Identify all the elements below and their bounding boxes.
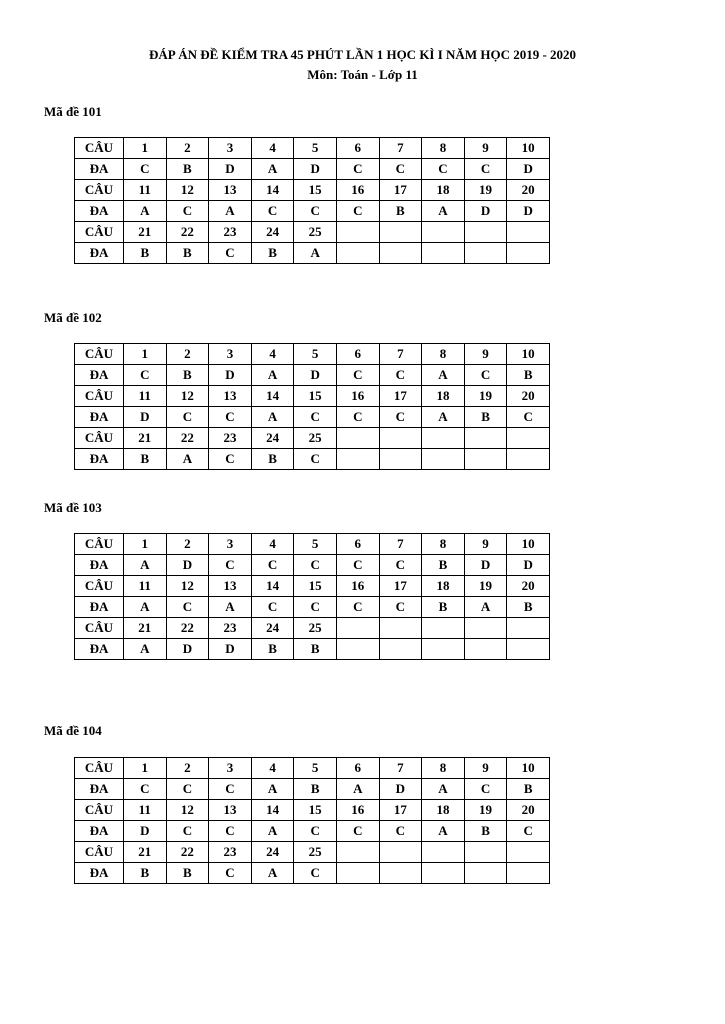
answer-cell: C: [379, 597, 422, 618]
question-number-cell: 1: [124, 138, 167, 159]
answer-cell: C: [464, 159, 507, 180]
answer-table: [74, 137, 550, 264]
answer-row: [75, 407, 550, 428]
question-number-cell: 10: [507, 344, 550, 365]
question-number-cell: 24: [251, 842, 294, 863]
question-number-cell: [422, 842, 465, 863]
answer-cell: C: [507, 407, 550, 428]
question-number-row: [75, 758, 550, 779]
answer-cell: D: [294, 159, 337, 180]
answer-cell: [464, 639, 507, 660]
question-number-cell: 9: [464, 758, 507, 779]
question-number-cell: 4: [251, 344, 294, 365]
question-number-cell: 13: [209, 180, 252, 201]
question-number-row: [75, 618, 550, 639]
question-number-cell: 16: [336, 180, 379, 201]
answer-cell: A: [422, 201, 465, 222]
answer-cell: [422, 863, 465, 884]
question-number-cell: 6: [336, 344, 379, 365]
answer-cell: C: [294, 821, 337, 842]
question-number-cell: [507, 428, 550, 449]
row-header-cell: CÂU: [75, 138, 124, 159]
answer-cell: B: [166, 863, 209, 884]
answer-cell: C: [336, 597, 379, 618]
row-header-cell: CÂU: [75, 428, 124, 449]
question-number-cell: [336, 222, 379, 243]
answer-cell: [507, 449, 550, 470]
question-number-cell: [422, 428, 465, 449]
answer-cell: [422, 639, 465, 660]
question-number-cell: 13: [209, 800, 252, 821]
answer-row: [75, 597, 550, 618]
question-number-cell: 3: [209, 344, 252, 365]
question-number-cell: 3: [209, 534, 252, 555]
answer-cell: D: [124, 407, 167, 428]
answer-row: [75, 159, 550, 180]
question-number-cell: 4: [251, 138, 294, 159]
answer-cell: A: [422, 365, 465, 386]
question-number-cell: 12: [166, 386, 209, 407]
answer-cell: [336, 863, 379, 884]
exam-code-label: Mã đề 103: [44, 500, 102, 515]
answer-cell: B: [294, 639, 337, 660]
answer-cell: C: [294, 863, 337, 884]
page-title: ĐÁP ÁN ĐỀ KIỂM TRA 45 PHÚT LẦN 1 HỌC KÌ I NĂM HỌC 2019 - 2020: [148, 47, 577, 62]
answer-cell: C: [209, 863, 252, 884]
answer-cell: C: [379, 159, 422, 180]
row-header-cell: ĐA: [75, 243, 124, 264]
question-number-cell: 8: [422, 534, 465, 555]
answer-cell: C: [166, 597, 209, 618]
answer-cell: B: [124, 863, 167, 884]
answer-cell: D: [507, 555, 550, 576]
answer-cell: C: [294, 201, 337, 222]
question-number-cell: 25: [294, 428, 337, 449]
question-number-cell: 18: [422, 386, 465, 407]
answer-cell: [507, 243, 550, 264]
row-header-cell: CÂU: [75, 386, 124, 407]
question-number-cell: 12: [166, 800, 209, 821]
answer-cell: A: [336, 779, 379, 800]
question-number-cell: 8: [422, 758, 465, 779]
question-number-cell: 11: [124, 576, 167, 597]
question-number-cell: 25: [294, 222, 337, 243]
answer-row: [75, 821, 550, 842]
answer-cell: B: [507, 365, 550, 386]
answer-cell: [336, 449, 379, 470]
question-number-cell: 23: [209, 842, 252, 863]
answer-cell: [379, 863, 422, 884]
answer-cell: A: [422, 779, 465, 800]
question-number-cell: [336, 428, 379, 449]
question-number-cell: 19: [464, 800, 507, 821]
answer-cell: [507, 863, 550, 884]
question-number-cell: 14: [251, 800, 294, 821]
question-number-row: [75, 138, 550, 159]
question-number-cell: 9: [464, 138, 507, 159]
question-number-cell: 16: [336, 800, 379, 821]
answer-cell: C: [166, 821, 209, 842]
question-number-cell: [336, 618, 379, 639]
question-number-cell: 5: [294, 344, 337, 365]
question-number-cell: [336, 842, 379, 863]
row-header-cell: CÂU: [75, 576, 124, 597]
question-number-cell: 16: [336, 386, 379, 407]
question-number-cell: 17: [379, 576, 422, 597]
answer-cell: D: [209, 159, 252, 180]
question-number-row: [75, 222, 550, 243]
answer-cell: D: [507, 201, 550, 222]
row-header-cell: ĐA: [75, 597, 124, 618]
question-number-cell: 6: [336, 138, 379, 159]
row-header-cell: CÂU: [75, 534, 124, 555]
question-number-cell: 7: [379, 758, 422, 779]
answer-cell: B: [507, 779, 550, 800]
question-number-cell: 5: [294, 138, 337, 159]
row-header-cell: ĐA: [75, 779, 124, 800]
answer-cell: C: [166, 779, 209, 800]
answer-cell: B: [422, 597, 465, 618]
question-number-cell: 18: [422, 180, 465, 201]
question-number-cell: 9: [464, 344, 507, 365]
question-number-cell: 5: [294, 534, 337, 555]
question-number-cell: 20: [507, 576, 550, 597]
answer-cell: A: [251, 779, 294, 800]
answer-table: [74, 343, 550, 470]
question-number-cell: 23: [209, 618, 252, 639]
row-header-cell: ĐA: [75, 407, 124, 428]
answer-cell: [422, 449, 465, 470]
question-number-cell: [464, 428, 507, 449]
answer-cell: D: [209, 365, 252, 386]
answer-cell: B: [422, 555, 465, 576]
question-number-cell: 21: [124, 618, 167, 639]
answer-cell: C: [209, 407, 252, 428]
row-header-cell: ĐA: [75, 365, 124, 386]
question-number-cell: 18: [422, 576, 465, 597]
question-number-cell: 22: [166, 618, 209, 639]
question-number-cell: 11: [124, 180, 167, 201]
answer-cell: [422, 243, 465, 264]
answer-cell: [336, 639, 379, 660]
question-number-cell: 6: [336, 758, 379, 779]
answer-cell: [379, 449, 422, 470]
answer-cell: B: [124, 449, 167, 470]
question-number-cell: 24: [251, 222, 294, 243]
answer-cell: A: [124, 639, 167, 660]
question-number-row: [75, 180, 550, 201]
answer-cell: A: [124, 555, 167, 576]
row-header-cell: ĐA: [75, 863, 124, 884]
row-header-cell: CÂU: [75, 344, 124, 365]
answer-cell: C: [209, 821, 252, 842]
answer-row: [75, 555, 550, 576]
question-number-cell: 5: [294, 758, 337, 779]
answer-cell: [464, 449, 507, 470]
answer-cell: C: [166, 201, 209, 222]
answer-cell: [507, 639, 550, 660]
row-header-cell: ĐA: [75, 821, 124, 842]
question-number-cell: [379, 222, 422, 243]
answer-cell: [379, 639, 422, 660]
question-number-row: [75, 576, 550, 597]
answer-cell: A: [209, 201, 252, 222]
answer-cell: D: [209, 639, 252, 660]
question-number-cell: 2: [166, 534, 209, 555]
answer-cell: D: [464, 201, 507, 222]
answer-cell: D: [507, 159, 550, 180]
question-number-cell: 12: [166, 576, 209, 597]
question-number-cell: 14: [251, 576, 294, 597]
answer-cell: B: [166, 365, 209, 386]
question-number-cell: 25: [294, 842, 337, 863]
question-number-cell: 24: [251, 618, 294, 639]
question-number-cell: 8: [422, 138, 465, 159]
answer-cell: C: [336, 201, 379, 222]
exam-code-label: Mã đề 101: [44, 104, 102, 119]
question-number-cell: 2: [166, 138, 209, 159]
row-header-cell: ĐA: [75, 449, 124, 470]
answer-cell: C: [294, 555, 337, 576]
row-header-cell: ĐA: [75, 159, 124, 180]
question-number-cell: 1: [124, 344, 167, 365]
question-number-cell: 7: [379, 138, 422, 159]
answer-cell: C: [336, 821, 379, 842]
answer-table: [74, 757, 550, 884]
page-subtitle: Môn: Toán - Lớp 11: [307, 67, 418, 82]
answer-cell: C: [294, 597, 337, 618]
answer-cell: A: [124, 597, 167, 618]
question-number-cell: 4: [251, 534, 294, 555]
answer-cell: D: [166, 639, 209, 660]
answer-cell: D: [166, 555, 209, 576]
answer-cell: A: [251, 365, 294, 386]
answer-cell: B: [294, 779, 337, 800]
question-number-cell: [507, 618, 550, 639]
answer-cell: B: [379, 201, 422, 222]
answer-cell: B: [251, 449, 294, 470]
question-number-cell: 19: [464, 180, 507, 201]
question-number-cell: 10: [507, 534, 550, 555]
answer-row: [75, 243, 550, 264]
question-number-cell: 3: [209, 138, 252, 159]
question-number-cell: 17: [379, 386, 422, 407]
question-number-row: [75, 842, 550, 863]
exam-code-label: Mã đề 102: [44, 310, 102, 325]
answer-row: [75, 201, 550, 222]
answer-cell: A: [166, 449, 209, 470]
answer-cell: B: [124, 243, 167, 264]
question-number-cell: 16: [336, 576, 379, 597]
answer-cell: C: [464, 779, 507, 800]
answer-cell: A: [422, 407, 465, 428]
answer-cell: D: [379, 779, 422, 800]
answer-cell: B: [251, 243, 294, 264]
answer-cell: B: [464, 407, 507, 428]
answer-cell: C: [422, 159, 465, 180]
answer-cell: C: [209, 449, 252, 470]
question-number-cell: 23: [209, 222, 252, 243]
answer-cell: A: [294, 243, 337, 264]
question-number-cell: 3: [209, 758, 252, 779]
answer-cell: B: [166, 159, 209, 180]
answer-cell: C: [336, 159, 379, 180]
answer-cell: C: [379, 365, 422, 386]
answer-cell: B: [464, 821, 507, 842]
question-number-cell: 4: [251, 758, 294, 779]
answer-cell: A: [464, 597, 507, 618]
question-number-cell: 19: [464, 576, 507, 597]
question-number-cell: [422, 618, 465, 639]
answer-cell: B: [166, 243, 209, 264]
question-number-cell: [379, 842, 422, 863]
question-number-cell: 21: [124, 222, 167, 243]
question-number-cell: 14: [251, 386, 294, 407]
question-number-cell: 17: [379, 180, 422, 201]
answer-row: [75, 779, 550, 800]
question-number-row: [75, 386, 550, 407]
row-header-cell: CÂU: [75, 800, 124, 821]
question-number-cell: 10: [507, 758, 550, 779]
question-number-row: [75, 800, 550, 821]
answer-cell: A: [251, 159, 294, 180]
question-number-cell: 20: [507, 180, 550, 201]
question-number-cell: 7: [379, 344, 422, 365]
question-number-cell: [379, 618, 422, 639]
question-number-cell: 1: [124, 534, 167, 555]
row-header-cell: CÂU: [75, 618, 124, 639]
question-number-cell: 22: [166, 842, 209, 863]
question-number-cell: 21: [124, 842, 167, 863]
question-number-cell: 9: [464, 534, 507, 555]
answer-cell: C: [209, 555, 252, 576]
row-header-cell: ĐA: [75, 639, 124, 660]
row-header-cell: ĐA: [75, 555, 124, 576]
question-number-row: [75, 534, 550, 555]
question-number-cell: 20: [507, 800, 550, 821]
answer-cell: C: [209, 779, 252, 800]
answer-cell: C: [166, 407, 209, 428]
question-number-cell: [379, 428, 422, 449]
question-number-cell: 11: [124, 386, 167, 407]
answer-cell: A: [124, 201, 167, 222]
answer-cell: C: [379, 821, 422, 842]
answer-cell: C: [209, 243, 252, 264]
answer-cell: C: [464, 365, 507, 386]
answer-cell: C: [336, 407, 379, 428]
question-number-cell: 24: [251, 428, 294, 449]
answer-cell: C: [124, 779, 167, 800]
answer-row: [75, 449, 550, 470]
question-number-cell: 14: [251, 180, 294, 201]
question-number-cell: 7: [379, 534, 422, 555]
answer-row: [75, 365, 550, 386]
answer-cell: A: [251, 407, 294, 428]
answer-cell: A: [251, 863, 294, 884]
row-header-cell: CÂU: [75, 180, 124, 201]
question-number-cell: 23: [209, 428, 252, 449]
row-header-cell: CÂU: [75, 222, 124, 243]
answer-cell: C: [294, 407, 337, 428]
question-number-cell: [507, 222, 550, 243]
question-number-cell: 11: [124, 800, 167, 821]
answer-cell: B: [507, 597, 550, 618]
question-number-cell: 21: [124, 428, 167, 449]
answer-cell: C: [379, 555, 422, 576]
question-number-cell: 19: [464, 386, 507, 407]
question-number-cell: 15: [294, 180, 337, 201]
question-number-cell: [464, 222, 507, 243]
answer-cell: [464, 863, 507, 884]
question-number-cell: 15: [294, 576, 337, 597]
question-number-cell: 2: [166, 758, 209, 779]
answer-cell: C: [251, 555, 294, 576]
question-number-cell: [464, 618, 507, 639]
question-number-cell: 18: [422, 800, 465, 821]
answer-cell: C: [294, 449, 337, 470]
question-number-cell: 15: [294, 386, 337, 407]
question-number-cell: 15: [294, 800, 337, 821]
question-number-cell: 2: [166, 344, 209, 365]
question-number-row: [75, 344, 550, 365]
question-number-cell: 17: [379, 800, 422, 821]
answer-table: [74, 533, 550, 660]
answer-cell: C: [336, 555, 379, 576]
answer-cell: [336, 243, 379, 264]
question-number-cell: [422, 222, 465, 243]
question-number-cell: 20: [507, 386, 550, 407]
answer-cell: C: [251, 201, 294, 222]
row-header-cell: ĐA: [75, 201, 124, 222]
row-header-cell: CÂU: [75, 842, 124, 863]
answer-cell: D: [464, 555, 507, 576]
question-number-cell: 22: [166, 428, 209, 449]
answer-cell: A: [422, 821, 465, 842]
question-number-cell: 25: [294, 618, 337, 639]
answer-cell: D: [124, 821, 167, 842]
question-number-cell: 12: [166, 180, 209, 201]
answer-cell: C: [379, 407, 422, 428]
question-number-cell: 22: [166, 222, 209, 243]
question-number-cell: 13: [209, 576, 252, 597]
answer-cell: B: [251, 639, 294, 660]
answer-cell: [464, 243, 507, 264]
answer-row: [75, 639, 550, 660]
question-number-cell: 6: [336, 534, 379, 555]
answer-cell: C: [507, 821, 550, 842]
answer-cell: C: [251, 597, 294, 618]
question-number-cell: [464, 842, 507, 863]
question-number-cell: 8: [422, 344, 465, 365]
question-number-cell: 1: [124, 758, 167, 779]
question-number-cell: 13: [209, 386, 252, 407]
answer-cell: A: [251, 821, 294, 842]
exam-code-label: Mã đề 104: [44, 723, 102, 738]
row-header-cell: CÂU: [75, 758, 124, 779]
answer-cell: [379, 243, 422, 264]
question-number-row: [75, 428, 550, 449]
answer-cell: C: [124, 159, 167, 180]
answer-cell: A: [209, 597, 252, 618]
question-number-cell: 10: [507, 138, 550, 159]
answer-cell: C: [124, 365, 167, 386]
answer-row: [75, 863, 550, 884]
answer-cell: D: [294, 365, 337, 386]
question-number-cell: [507, 842, 550, 863]
answer-cell: C: [336, 365, 379, 386]
